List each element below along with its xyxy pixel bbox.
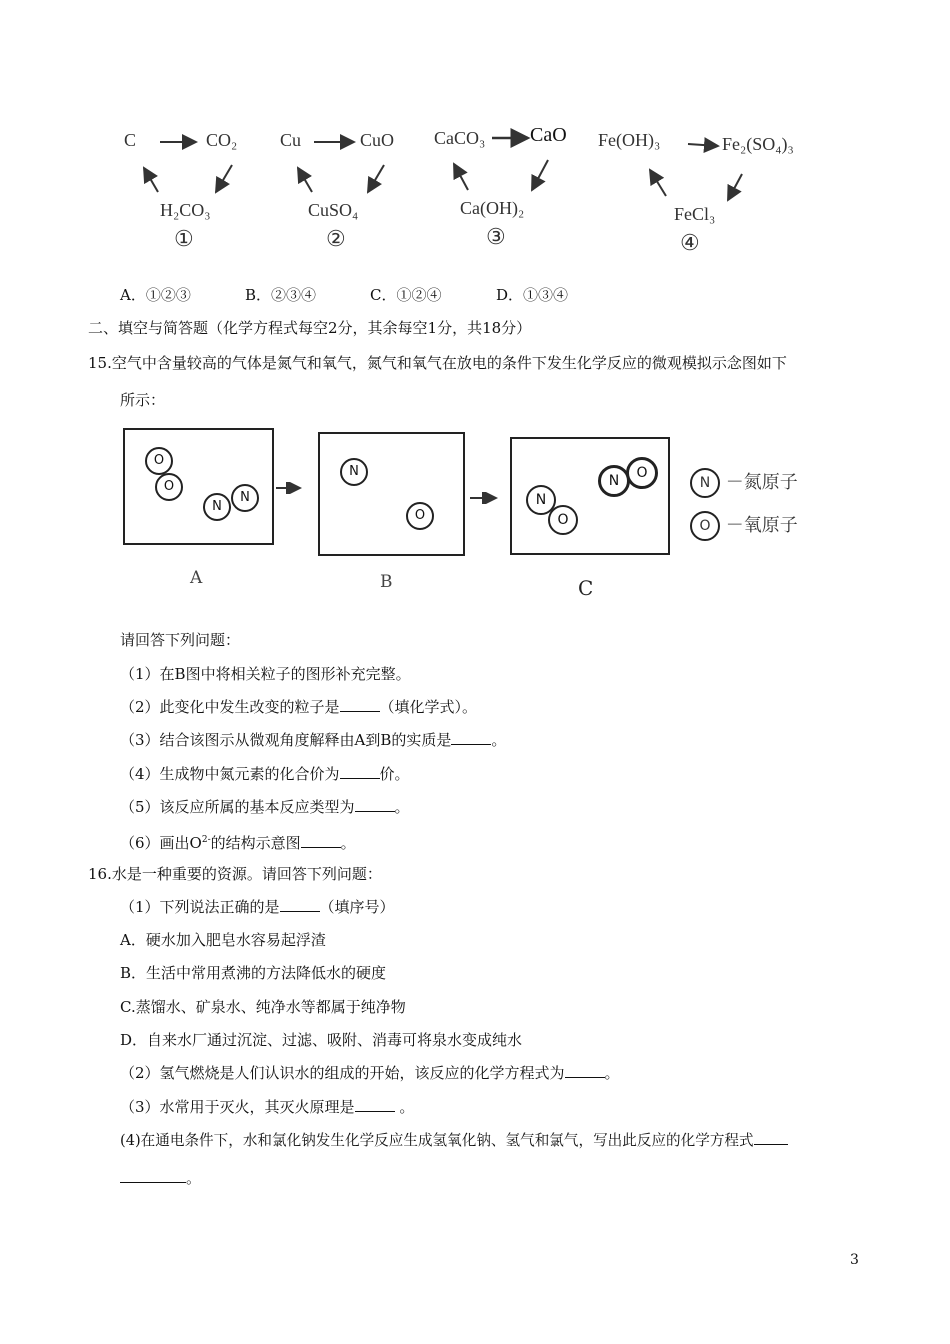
- q14-option-c: C．①②④: [370, 286, 442, 304]
- box-c-label: C: [578, 576, 594, 600]
- q15-sub2-text-end: （填化学式）。: [379, 698, 478, 716]
- oxygen-atom: O: [155, 473, 183, 501]
- oxygen-atom: O: [690, 511, 720, 541]
- answer-blank[interactable]: [355, 797, 395, 812]
- q15-sub3: [120, 730, 506, 750]
- answer-blank[interactable]: [280, 897, 320, 912]
- answer-blank[interactable]: [340, 764, 380, 779]
- cycle-diagram-4: [598, 122, 818, 262]
- cycle-4-top-right: Fe₂(SO₄)₃: [722, 134, 794, 154]
- q15-stem-line1: 15.空气中含量较高的气体是氮气和氧气，氮气和氧气在放电的条件下发生化学反应的微观模拟示念图如下: [88, 354, 787, 372]
- arrow-b-to-c: [470, 492, 504, 504]
- cycle-2-top-right: CuO: [360, 130, 395, 150]
- cycle-3-top-left: CaCO₃: [434, 128, 486, 148]
- q15-sub6-superscript: 2-: [201, 835, 211, 845]
- cycle-1-number: ①: [174, 226, 194, 251]
- nitrogen-atom: N: [231, 484, 259, 512]
- q15-sub2-text: （2）此变化中发生改变的粒子是: [120, 698, 340, 716]
- cycle-3-number: ③: [486, 224, 506, 249]
- q16-option-b: B．生活中常用煮沸的方法降低水的硬度: [120, 964, 387, 982]
- nitrogen-atom: N: [690, 468, 720, 498]
- q15-sub4-text-end: 价。: [379, 765, 410, 783]
- oxygen-atom: O: [626, 457, 658, 489]
- section-2-title: 二、填空与简答题（化学方程式每空2分，其余每空1分，共18分）: [88, 319, 532, 337]
- box-a: [123, 428, 274, 545]
- q16-sub3: [120, 1097, 414, 1117]
- cycle-diagram-3: [434, 120, 584, 260]
- q15-sub3-text-end: 。: [491, 731, 507, 749]
- cycle-diagram-2: [280, 120, 410, 260]
- q16-sub4-continuation: [120, 1168, 201, 1188]
- cycle-3-bottom: Ca(OH)₂: [460, 198, 525, 218]
- oxygen-atom: O: [145, 447, 173, 475]
- legend-nitrogen: [690, 468, 798, 498]
- box-a-label: A: [190, 568, 203, 588]
- q15-sub6-text: （6）画出O: [120, 834, 202, 852]
- legend-oxygen: [690, 511, 798, 541]
- box-b: [318, 432, 465, 556]
- q15-sub3-text: （3）结合该图示从微观角度解释由A到B的实质是: [120, 731, 452, 749]
- box-c: [510, 437, 670, 555]
- q16-sub4-text-end: 。: [186, 1169, 202, 1187]
- q15-sub1: （1）在B图中将相关粒子的图形补充完整。: [120, 665, 411, 683]
- q16-sub4: [120, 1130, 788, 1151]
- page-number: 3: [850, 1252, 859, 1268]
- q15-sub6-text-end: 。: [340, 834, 356, 852]
- nitrogen-atom: N: [340, 458, 368, 486]
- cycle-3-top-right: CaO: [530, 124, 567, 146]
- cycle-2-top-left: Cu: [280, 130, 302, 150]
- cycle-4-top-left: Fe(OH)₃: [598, 130, 661, 150]
- legend-oxygen-label: －氧原子: [725, 515, 798, 536]
- q16-stem: 16.水是一种重要的资源。请回答下列问题：: [88, 865, 382, 883]
- q15-sub5: [120, 797, 410, 817]
- q16-sub4-text: (4)在通电条件下，水和氯化钠发生化学反应生成氢氧化钠、氢气和氯气，写出此反应的化学方程式: [120, 1132, 754, 1149]
- nitrogen-atom: N: [598, 465, 630, 497]
- cycle-2-bottom: CuSO₄: [308, 200, 359, 220]
- q15-sub2: [120, 697, 477, 717]
- q16-option-c: C.蒸馏水、矿泉水、纯净水等都属于纯净物: [120, 998, 406, 1016]
- box-b-label: B: [380, 572, 393, 592]
- answer-blank[interactable]: [301, 833, 341, 848]
- answer-blank[interactable]: [355, 1097, 395, 1112]
- arrow-a-to-b: [276, 482, 308, 494]
- nitrogen-atom: N: [526, 485, 556, 515]
- cycle-2-number: ②: [326, 226, 346, 251]
- q16-sub2-text: （2）氢气燃烧是人们认识水的组成的开始，该反应的化学方程式为: [120, 1064, 565, 1082]
- q16-sub2: [120, 1063, 620, 1083]
- cycle-1-top-right: CO₂: [206, 130, 238, 150]
- answer-blank[interactable]: [451, 730, 491, 745]
- q16-option-a: A．硬水加入肥皂水容易起浮渣: [120, 931, 326, 949]
- legend-nitrogen-label: －氮原子: [725, 472, 798, 493]
- q15-sub5-text-end: 。: [394, 798, 410, 816]
- q14-option-a: A．①②③: [120, 286, 191, 304]
- q15-sub5-text: （5）该反应所属的基本反应类型为: [120, 798, 355, 816]
- cycle-4-bottom: FeCl₃: [674, 204, 716, 224]
- q16-sub1: [120, 897, 395, 917]
- q15-sub4: [120, 764, 410, 784]
- q16-sub3-text: （3）水常用于灭火，其灭火原理是: [120, 1098, 355, 1116]
- q15-sub6-text-mid: 的结构示意图: [210, 834, 301, 852]
- cycle-1-bottom: H₂CO₃: [160, 200, 211, 220]
- q15-sub4-text: （4）生成物中氮元素的化合价为: [120, 765, 340, 783]
- q14-option-b: B．②③④: [245, 286, 317, 304]
- nitrogen-atom: N: [203, 493, 231, 521]
- cycle-4-number: ④: [680, 230, 700, 255]
- answer-blank[interactable]: [565, 1063, 605, 1078]
- q14-option-d: D．①③④: [496, 286, 569, 304]
- q15-sub6: [120, 830, 356, 853]
- answer-blank[interactable]: [120, 1168, 186, 1183]
- q15-prompt: 请回答下列问题：: [120, 631, 241, 649]
- q16-sub1-text: （1）下列说法正确的是: [120, 898, 280, 916]
- q15-stem-line2: 所示：: [120, 391, 166, 409]
- oxygen-atom: O: [406, 502, 434, 530]
- cycle-diagram-1: [120, 120, 238, 260]
- oxygen-atom: O: [548, 505, 578, 535]
- answer-blank[interactable]: [340, 697, 380, 712]
- cycle-1-top-left: C: [124, 130, 137, 150]
- q16-sub2-text-end: 。: [604, 1064, 620, 1082]
- q16-sub1-text-end: （填序号）: [319, 898, 395, 916]
- q16-option-d: D．自来水厂通过沉淀、过滤、吸附、消毒可将泉水变成纯水: [120, 1031, 523, 1049]
- q16-sub3-text-end: 。: [394, 1098, 415, 1116]
- answer-blank[interactable]: [754, 1130, 788, 1145]
